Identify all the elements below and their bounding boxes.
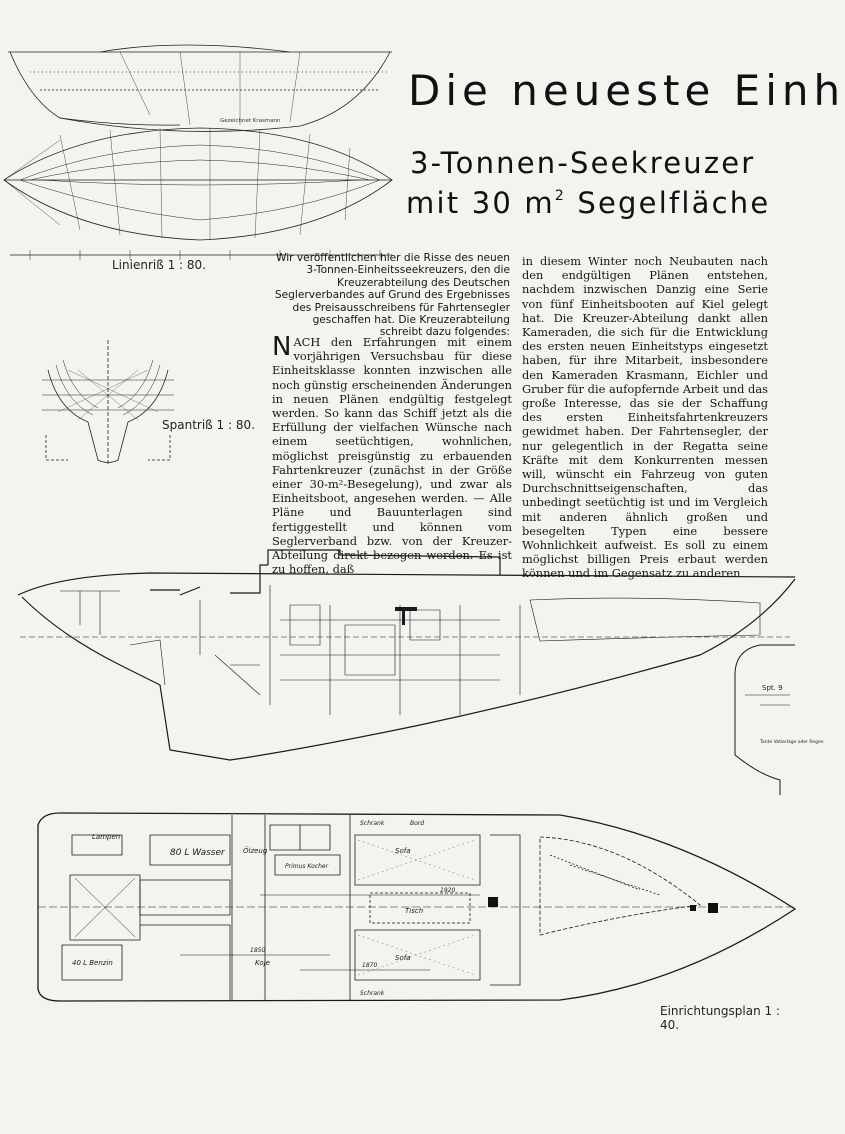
article-column-1: NACH den Erfahrungen mit einem vorjährigen Versuchsbau für diese Einheitsklasse konnten inzwischen alle noch günstig erscheinenden Änderungen in neuen Plänen endgültig festgelegt werden. So kann das Schiff jetzt als die Erfüllung der vielfachen Wünsche nach einem seetüchtigen, wohnlichen, möglichst preisgünstig zu erbauenden Fahrtenkreuzer (zunächst in der Größe einer 30-m²-Besegelung), und zwar als Einheitsboot, angesehen werden. — Alle Pläne und Bauunterlagen sind fertiggestellt und können vom Seglerverband bzw. von der Kreuzer-Abteilung direkt bezogen werden. Es ist zu hoffen, daß (272, 332, 512, 577)
profile-section-drawing (0, 545, 824, 795)
spt-label: Spt. 9 (762, 684, 783, 692)
article-column-2: in diesem Winter noch Neubauten nach den endgültigen Plänen entstehen, nachdem inzwischen Danzig eine Serie von fünf Einheitsbooten auf Kiel gelegt hat. Die Kreuzer-Abteilung dankt allen Kameraden, die sich für die Entwicklung des ersten neuen Einheitstyps eingesetzt haben, für ihre Mitarbeit, insbesondere den Kameraden Krasmann, Eichler und Gruber für die aufopfernde Arbeit und das große Interesse, das sie der Schaffung des ersten Einheitsfahrtenkreuzers gewidmet haben. Der Fahrtensegler, der nur gelegentlich in der Regatta seine Kräfte mit dem Konkurrenten messen will, wünscht ein Fahrzeug von guten Durchschnittseigenschaften, das unbedingt seetüchtig ist und im Vergleich mit anderen ähnlich großen und besegelten Typen eine bessere Wohnlichkeit aufweist. Es soll zu einem möglichst billigen Preis erbaut werden können und im Gegensatz zu anderen (522, 254, 768, 581)
sofa-label-1: Sofa (395, 847, 411, 855)
bord-label: Bord (410, 820, 425, 827)
schrank-label-2: Schrank (360, 990, 385, 997)
tisch-label: Tisch (405, 907, 424, 915)
koje-label: Koje (255, 959, 270, 967)
spantriss-caption: Spantriß 1 : 80. (162, 418, 255, 432)
signature-text: Gezeichnet Krasmann (220, 118, 281, 124)
schrank-label-1: Schrank (360, 820, 385, 827)
subtitle-line-2: mit 30 $m^2$ Segelfläche (406, 186, 771, 220)
primus-label: Primus Kocher (285, 863, 329, 870)
wasser-label: 80 L Wasser (170, 848, 225, 858)
spantriss-drawing (38, 340, 188, 465)
dim-1850: 1850 (250, 947, 266, 954)
lampen-label: Lampen (92, 833, 121, 841)
page-title: Die neueste Einh (408, 66, 845, 115)
sofa-label-2: Sofa (395, 954, 411, 962)
linienriss-drawing (0, 30, 400, 275)
linienriss-caption: Linienriß 1 : 80. (112, 258, 206, 272)
dim-1870: 1870 (362, 962, 378, 969)
einrichtungsplan-caption: Einrichtungsplan 1 : 40. (660, 1004, 780, 1032)
note-label: Tante Vatierlage oder Regen (760, 740, 824, 745)
einrichtungsplan-drawing (0, 795, 800, 1025)
article-intro: Wir veröffentlichen hier die Risse des neuen 3-Tonnen-Einheitsseekreuzers, den die Kreuzerabteilung des Deutschen Seglerverbandes auf Grund des Ergebnisses des Preisausschreibens für Fahrtensegler geschaffen hat. Die Kreuzerabteilung schreibt dazu folgendes: (274, 252, 510, 339)
benzin-label: 40 L Benzin (72, 959, 113, 967)
dim-1920: 1920 (440, 887, 456, 894)
oelzeug-label: Ölzeug (243, 847, 268, 855)
subtitle-line-1: 3-Tonnen-Seekreuzer (410, 146, 756, 180)
